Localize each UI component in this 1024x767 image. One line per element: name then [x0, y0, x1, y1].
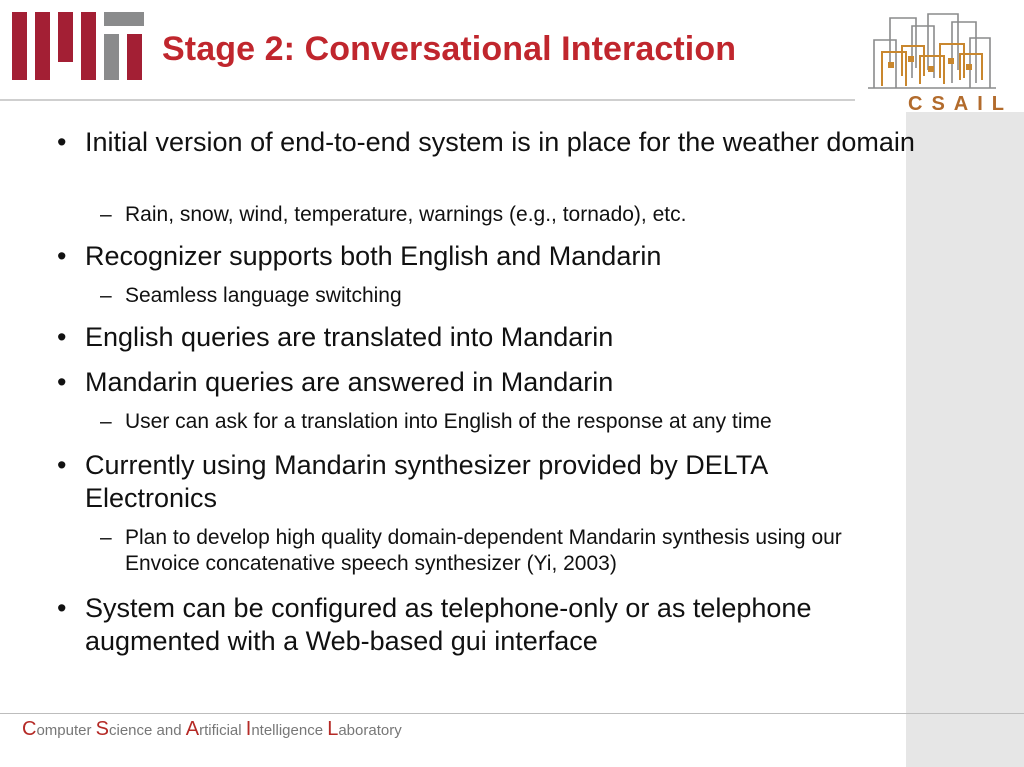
footer-initial: C: [22, 718, 37, 740]
bullet-marker: •: [57, 450, 67, 480]
bullet-marker: •: [57, 322, 67, 352]
bullet-text: Mandarin queries are answered in Mandarin: [85, 367, 614, 397]
bullet-item: [57, 592, 945, 658]
sub-bullet-text: Seamless language switching: [125, 284, 402, 307]
sub-bullet-marker: –: [100, 526, 112, 549]
footer-word: ntelligence: [251, 722, 328, 739]
sub-bullet-marker: –: [100, 284, 112, 307]
sub-bullet-item: [100, 525, 915, 577]
bullet-marker: •: [57, 241, 67, 271]
bullet-marker: •: [57, 593, 67, 623]
sub-bullet-marker: –: [100, 410, 112, 433]
bullet-text: English queries are translated into Mandarin: [85, 322, 614, 352]
sub-bullet-text: User can ask for a translation into English of the response at any time: [125, 410, 772, 433]
sub-bullet-item: [100, 283, 905, 309]
footer-divider: [0, 713, 1024, 714]
footer-lab-name: [22, 718, 402, 741]
right-side-band: [906, 112, 1024, 767]
bullet-marker: •: [57, 127, 67, 157]
bullet-text: Initial version of end-to-end system is in place for the weather domain: [85, 127, 915, 157]
mit-logo-icon: [12, 12, 144, 82]
footer-word: aboratory: [338, 722, 402, 739]
bullet-text: System can be configured as telephone-only or as telephone augmented with a Web-based gui interface: [85, 593, 812, 656]
slide-title: Stage 2: Conversational Interaction: [162, 30, 737, 68]
sub-bullet-text: Plan to develop high quality domain-dependent Mandarin synthesis using our Envoice concatenative speech synthesizer (Yi, 2003): [125, 526, 842, 575]
bullet-item: [57, 321, 905, 354]
bullet-text: Recognizer supports both English and Mandarin: [85, 241, 662, 271]
bullet-item: [57, 126, 935, 159]
sub-bullet-marker: –: [100, 203, 112, 226]
sub-bullet-item: [100, 202, 905, 228]
bullet-item: [57, 366, 905, 399]
csail-logo-text: CSAIL: [908, 93, 1013, 115]
sub-bullet-item: [100, 409, 925, 435]
sub-bullet-text: Rain, snow, wind, temperature, warnings (e.g., tornado), etc.: [125, 203, 687, 226]
bullet-text: Currently using Mandarin synthesizer provided by DELTA Electronics: [85, 450, 767, 513]
footer-word: cience and: [109, 722, 186, 739]
bullet-item: [57, 449, 885, 515]
footer-initial: I: [245, 718, 252, 740]
bullet-item: [57, 240, 905, 273]
footer-initial: S: [95, 718, 109, 740]
footer-word: rtificial: [199, 722, 246, 739]
footer-initial: L: [327, 718, 339, 740]
bullet-marker: •: [57, 367, 67, 397]
footer-initial: A: [185, 718, 200, 740]
title-divider: [0, 99, 855, 101]
footer-word: omputer: [36, 722, 96, 739]
